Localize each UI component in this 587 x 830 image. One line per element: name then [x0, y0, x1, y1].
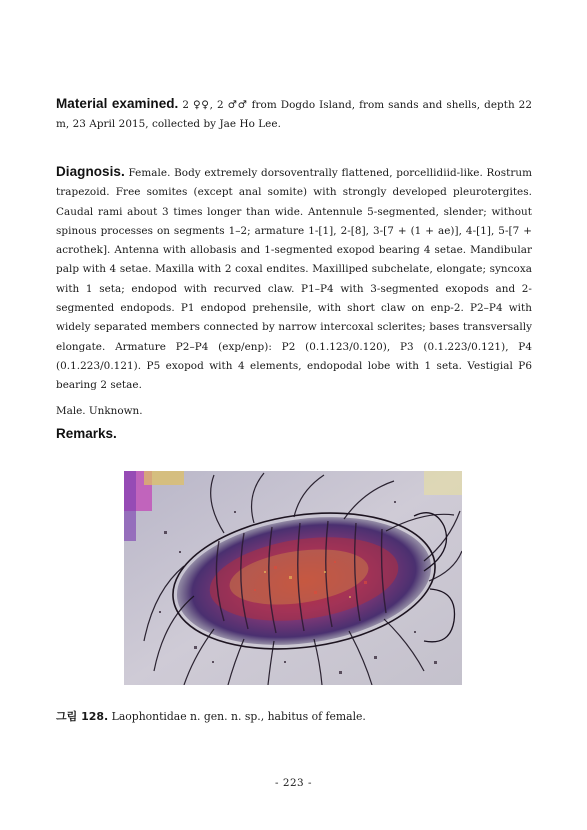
habitus-figure-image	[124, 471, 462, 685]
figure-label: 그림 128.	[56, 710, 109, 723]
material-examined-paragraph	[56, 94, 532, 135]
material-examined-heading: Material examined.	[56, 96, 179, 111]
male-note: Male. Unknown.	[56, 405, 143, 417]
figure-caption	[56, 709, 366, 725]
figure-caption-text: Laophontidae n. gen. n. sp., habitus of female.	[111, 710, 366, 723]
diagnosis-text: Female. Body extremely dorsoventrally flattened, porcellidiid-like. Rostrum trapezoid. Free somites (except anal somite) with strongly developed pleurotergites. Caudal rami about 3 times longer than wide. Antennule 5-segmented, slender; without spinous processes on segments 1–2; armature 1-[1], 2-[8], 3-[7 + (1 + ae)], 4-[1], 5-[7 + acrothek]. Antenna with allobasis and 1-segmented exopod bearing 4 setae. Mandibular palp with 4 setae. Maxilla with 2 coxal endites. Maxilliped subchelate, elongate; syncoxa with 1 seta; endopod with recurved claw. P1–P4 with 3-segmented exopods and 2-segmented endopods. P1 endopod prehensile, with short claw on enp-2. P2–P4 with widely separated members connected by narrow intercoxal sclerites; bases transversally elongate. Armature P2–P4 (exp/enp): P2 (0.1.123/0.120), P3 (0.1.223/0.121), P4 (0.1.223/0.121). P5 exopod with 4 elements, endopodal lobe with 1 seta. Vestigial P6 bearing 2 setae.	[56, 167, 532, 392]
diagnosis-heading: Diagnosis.	[56, 164, 125, 179]
page-number: - 223 -	[275, 777, 312, 789]
material-examined-text: 2 ♀♀, 2 ♂♂ from Dogdo Island, from sands and shells, depth 22 m, 23 April 2015, collected by Jae Ho Lee.	[56, 99, 533, 131]
remarks-heading: Remarks.	[56, 426, 117, 441]
diagnosis-paragraph	[56, 162, 532, 396]
